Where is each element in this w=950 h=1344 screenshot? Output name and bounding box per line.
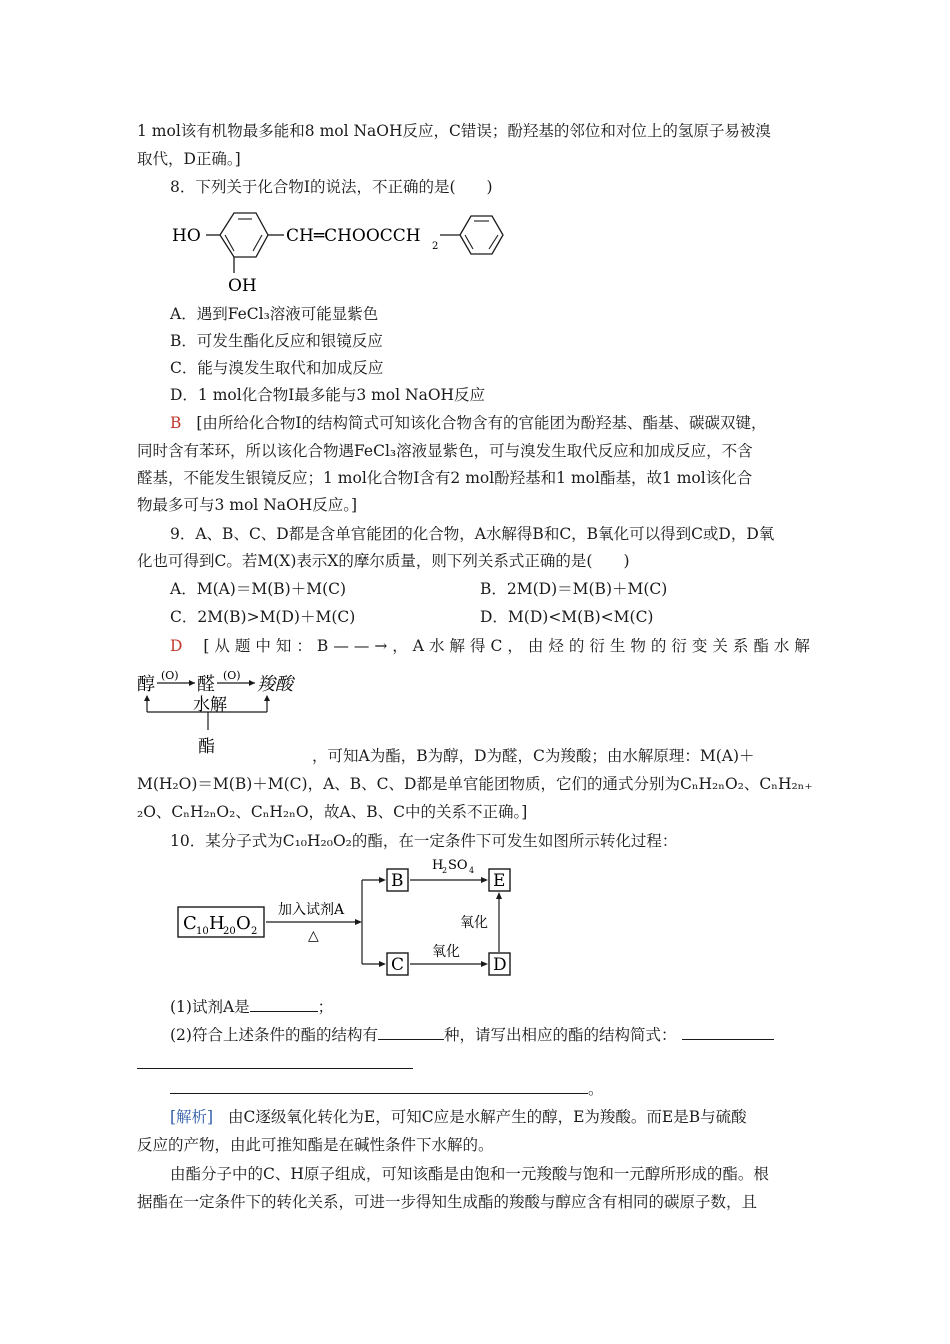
answer-blank[interactable] xyxy=(378,1025,444,1040)
svg-text:O: O xyxy=(236,913,251,934)
node-d: D xyxy=(493,955,507,975)
svg-text:SO: SO xyxy=(448,858,468,873)
svg-text:(O): (O) xyxy=(161,669,179,682)
answer-blank[interactable] xyxy=(250,997,318,1012)
option-9b: B．2M(D)＝M(B)＋M(C) xyxy=(480,580,668,598)
node-b: B xyxy=(391,871,404,891)
answer-blank[interactable] xyxy=(170,1079,588,1094)
analysis-line: [解析] 由C逐级氧化转化为E，可知C应是水解产生的醇，E为羧酸。而E是B与硫酸 xyxy=(170,1108,747,1126)
oxidation-label-bottom: 氧化 xyxy=(432,944,460,960)
oxidation-label-right: 氧化 xyxy=(460,915,488,931)
acid-label: 羧酸 xyxy=(257,674,293,695)
benzene-ring-2 xyxy=(460,216,503,254)
reaction-flow-diagram xyxy=(170,852,530,980)
hydrolysis-label: 水解 xyxy=(193,695,227,715)
answer-letter: B xyxy=(170,414,182,432)
answer-8-line: B [由所给化合物Ⅰ的结构简式可知该化合物含有的官能团为酚羟基、酯基、碳碳双键， xyxy=(170,414,767,432)
option-8a: A．遇到FeCl₃溶液可能显紫色 xyxy=(170,305,379,323)
compound-structure xyxy=(170,205,515,297)
svg-text:2: 2 xyxy=(442,866,448,875)
answer-blank[interactable] xyxy=(682,1025,774,1040)
benzene-ring-1 xyxy=(220,213,268,257)
derivative-cycle-diagram xyxy=(137,664,307,764)
oh-label: OH xyxy=(228,276,257,296)
text-line: ，可知A为酯，B为醇，D为醛，C为羧酸；由水解原理：M(A)＋ xyxy=(312,747,755,765)
ho-label: HO xyxy=(172,226,201,246)
options-9-row2 xyxy=(170,606,810,628)
svg-text:(O): (O) xyxy=(223,669,241,682)
svg-text:10: 10 xyxy=(196,926,209,937)
alcohol-label: 醇 xyxy=(137,674,155,695)
svg-text:H: H xyxy=(209,913,225,934)
text-line: 化也可得到C。若M(X)表示X的摩尔质量，则下列关系式正确的是( ) xyxy=(137,552,630,570)
aldehyde-label: 醛 xyxy=(197,674,215,695)
svg-text:C: C xyxy=(183,913,197,934)
text-line: 物最多可与3 mol NaOH反应。] xyxy=(137,496,358,514)
question-9: 9．A、B、C、D都是含单官能团的化合物，A水解得B和C，B氧化可以得到C或D，D氧 xyxy=(170,525,775,543)
text-line: 据酯在一定条件下的转化关系，可进一步得知生成酯的羧酸与醇应含有相同的碳原子数，且 xyxy=(137,1193,758,1211)
heat-label: △ xyxy=(308,928,319,944)
reagent-label: 加入试剂A xyxy=(278,902,345,918)
subquestion-10-1: (1)试剂A是 ； xyxy=(170,998,334,1016)
svg-text:4: 4 xyxy=(469,866,475,875)
answer-blank-line[interactable] xyxy=(137,1054,413,1069)
analysis-tag: [解析] xyxy=(170,1108,214,1126)
text-line: M(H₂O)＝M(B)＋M(C)，A、B、C、D都是单官能团物质，它们的通式分别为CₙH₂ₙO₂、CₙH₂ₙ₊ xyxy=(137,775,813,793)
question-10: 10．某分子式为C₁₀H₂₀O₂的酯，在一定条件下可发生如图所示转化过程： xyxy=(170,832,678,850)
question-8: 8．下列关于化合物Ⅰ的说法，不正确的是( ) xyxy=(170,178,493,196)
answer-9-line: D [从题中知：B——→，A水解得C，由烃的衍生物的衍变关系酯水解 xyxy=(170,637,815,655)
option-9a: A．M(A)＝M(B)＋M(C) xyxy=(170,580,347,598)
svg-text:2: 2 xyxy=(251,926,258,937)
answer-blank-final: 。 xyxy=(170,1078,604,1100)
text-line: 1 mol该有机物最多能和8 mol NaOH反应，C错误；酚羟基的邻位和对位上的氢原子易被溴 xyxy=(137,122,771,140)
ester-label: 酯 xyxy=(198,737,215,757)
text-line: 由酯分子中的C、H原子组成，可知该酯是由饱和一元羧酸与饱和一元醇所形成的酯。根 xyxy=(170,1165,769,1183)
subquestion-10-2: (2)符合上述条件的酯的结构有 种，请写出相应的酯的结构简式： xyxy=(170,1024,774,1046)
node-e: E xyxy=(493,871,506,891)
option-8b: B．可发生酯化反应和银镜反应 xyxy=(170,332,383,350)
text-line: ₂O、CₙH₂ₙO₂、CₙH₂ₙO，故A、B、C中的关系不正确。] xyxy=(137,803,528,821)
text-line: 醛基，不能发生银镜反应；1 mol化合物Ⅰ含有2 mol酚羟基和1 mol酯基，故1 mol该化合 xyxy=(137,469,753,487)
option-9c: C．2M(B)>M(D)＋M(C) xyxy=(170,608,356,626)
svg-text:H: H xyxy=(432,858,444,873)
svg-text:20: 20 xyxy=(223,926,236,937)
answer-letter: D xyxy=(170,637,188,655)
option-8d: D．1 mol化合物Ⅰ最多能与3 mol NaOH反应 xyxy=(170,386,486,404)
node-c: C xyxy=(391,955,405,975)
side-chain-label: CH═CHOOCCH xyxy=(286,226,421,246)
svg-text:2: 2 xyxy=(432,241,439,252)
option-8c: C．能与溴发生取代和加成反应 xyxy=(170,359,384,377)
option-9d: D．M(D)<M(B)<M(C) xyxy=(480,608,654,626)
text-line: 同时含有苯环，所以该化合物遇FeCl₃溶液显紫色，可与溴发生取代反应和加成反应，不含 xyxy=(137,442,753,460)
text-line: 取代，D正确。] xyxy=(137,150,241,168)
options-9-row1 xyxy=(170,578,810,600)
text-line: 反应的产物，由此可推知酯是在碱性条件下水解的。 xyxy=(137,1136,494,1154)
